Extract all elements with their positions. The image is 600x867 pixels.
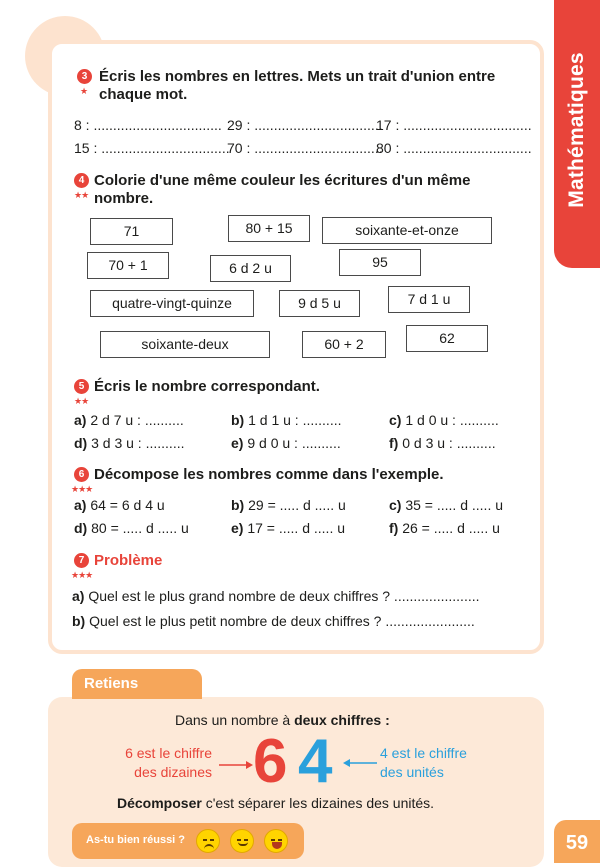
color-box-62[interactable]: 62 <box>406 325 488 352</box>
units-caption-line1: 4 est le chiffre <box>380 745 467 761</box>
ex5-item-e[interactable]: e) 9 d 0 u : .......... <box>231 435 341 451</box>
neutral-face-icon[interactable] <box>230 829 254 853</box>
exercise-3-title-line1: Écris les nombres en lettres. Mets un trait d'union entre <box>99 68 496 85</box>
color-box-soixante-deux[interactable]: soixante-deux <box>100 331 270 358</box>
color-box-95[interactable]: 95 <box>339 249 421 276</box>
ex6-item-a: a) 64 = 6 d 4 u <box>74 497 165 513</box>
answer-line-8[interactable]: 8 : ................................. <box>74 117 222 133</box>
arrow-right-icon <box>218 758 254 772</box>
happy-face-icon[interactable] <box>264 829 288 853</box>
exercise-number-3: 3 <box>77 69 92 84</box>
sad-face-icon[interactable] <box>196 829 220 853</box>
ex7-question-a[interactable]: a) Quel est le plus grand nombre de deux chiffres ? ...................... <box>72 588 480 604</box>
color-box-soixante-et-onze[interactable]: soixante-et-onze <box>322 217 492 244</box>
exercise-number-7: 7 <box>74 553 89 568</box>
retiens-intro: Dans un nombre à deux chiffres : <box>175 712 390 728</box>
self-assessment-bar <box>72 823 304 859</box>
answer-line-70[interactable]: 70 : ................................. <box>227 140 383 156</box>
ex6-item-e[interactable]: e) 17 = ..... d ..... u <box>231 520 346 536</box>
tens-caption-line1: 6 est le chiffre <box>125 745 212 761</box>
units-digit: 4 <box>298 727 333 796</box>
answer-line-29[interactable]: 29 : ................................. <box>227 117 383 133</box>
self-assessment-label: As-tu bien réussi ? <box>86 834 186 846</box>
retiens-tab: Retiens <box>72 669 202 699</box>
color-box-quatre-vingt-quinze[interactable]: quatre-vingt-quinze <box>90 290 254 317</box>
exercise-6-title: Décompose les nombres comme dans l'exemple. <box>94 466 444 483</box>
color-box-6d2u[interactable]: 6 d 2 u <box>210 255 291 282</box>
ex7-question-b[interactable]: b) Quel est le plus petit nombre de deux chiffres ? ....................... <box>72 613 475 629</box>
ex5-item-c[interactable]: c) 1 d 0 u : .......... <box>389 412 499 428</box>
ex6-item-d[interactable]: d) 80 = ..... d ..... u <box>74 520 189 536</box>
color-box-80-plus-15[interactable]: 80 + 15 <box>228 215 310 242</box>
retiens-rule: Décomposer c'est séparer les dizaines des unités. <box>117 795 435 811</box>
difficulty-stars: ★ <box>80 86 88 96</box>
ex5-item-d[interactable]: d) 3 d 3 u : .......... <box>74 435 185 451</box>
answer-line-15[interactable]: 15 : ................................. <box>74 140 230 156</box>
difficulty-stars: ★★ <box>74 396 89 406</box>
difficulty-stars: ★★ <box>74 190 89 200</box>
units-caption-line2: des unités <box>380 764 444 780</box>
exercise-number-5: 5 <box>74 379 89 394</box>
ex6-item-c[interactable]: c) 35 = ..... d ..... u <box>389 497 504 513</box>
difficulty-stars: ★★★ <box>71 484 93 494</box>
exercise-4-title-line2: nombre. <box>94 190 154 207</box>
ex5-item-b[interactable]: b) 1 d 1 u : .......... <box>231 412 342 428</box>
ex5-item-a[interactable]: a) 2 d 7 u : .......... <box>74 412 184 428</box>
ex6-item-f[interactable]: f) 26 = ..... d ..... u <box>389 520 500 536</box>
exercise-7-title: Problème <box>94 552 163 569</box>
ex6-item-b[interactable]: b) 29 = ..... d ..... u <box>231 497 346 513</box>
exercise-number-6: 6 <box>74 467 89 482</box>
subject-side-tab <box>554 0 600 268</box>
ex5-item-f[interactable]: f) 0 d 3 u : .......... <box>389 435 496 451</box>
exercise-4-title-line1: Colorie d'une même couleur les écritures d'un même <box>94 172 471 189</box>
color-box-71[interactable]: 71 <box>90 218 173 245</box>
color-box-60-plus-2[interactable]: 60 + 2 <box>302 331 386 358</box>
arrow-left-icon <box>342 756 378 770</box>
subject-label: Mathématiques <box>565 52 588 208</box>
exercise-5-title: Écris le nombre correspondant. <box>94 378 320 395</box>
color-box-70-plus-1[interactable]: 70 + 1 <box>87 252 169 279</box>
answer-line-17[interactable]: 17 : ................................. <box>376 117 532 133</box>
page-number: 59 <box>554 820 600 863</box>
exercise-3-title-line2: chaque mot. <box>99 86 188 103</box>
tens-caption-line2: des dizaines <box>134 764 212 780</box>
answer-line-80[interactable]: 80 : ................................. <box>376 140 532 156</box>
tens-digit: 6 <box>253 727 288 796</box>
color-box-9d5u[interactable]: 9 d 5 u <box>279 290 360 317</box>
exercise-number-4: 4 <box>74 173 89 188</box>
difficulty-stars: ★★★ <box>71 570 93 580</box>
color-box-7d1u[interactable]: 7 d 1 u <box>388 286 470 313</box>
